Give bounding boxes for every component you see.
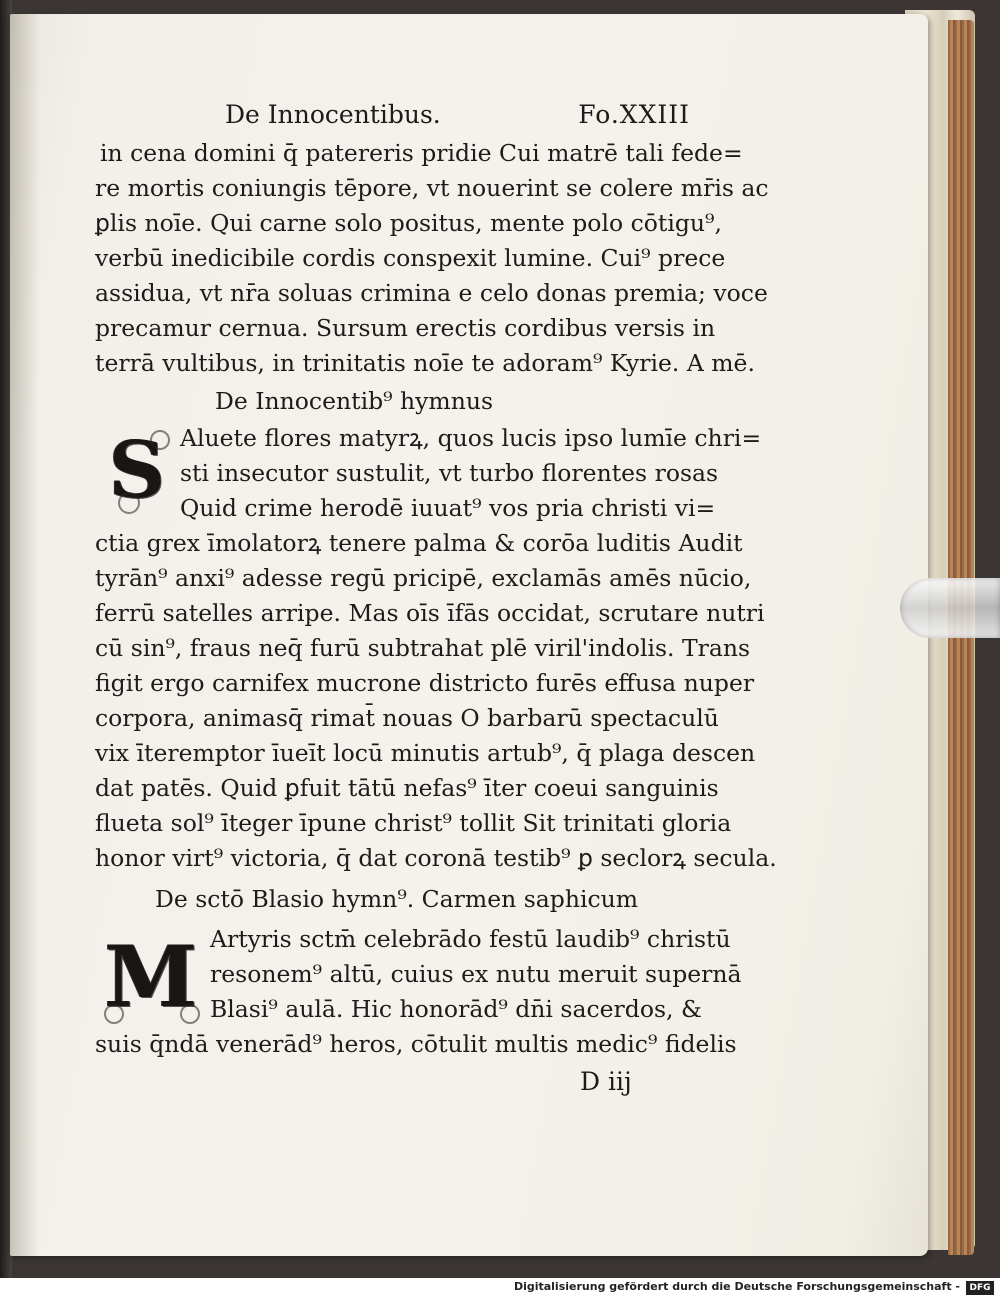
text-line: honor virt⁹ victoria, q̄ dat coronā testib⁹ ꝑ seclorꝝ secula. [95, 844, 777, 872]
text-line: Quid crime herodē iuuat⁹ vos pria christi vi= [180, 494, 716, 522]
text-line: flueta sol⁹ īteger īpune christ⁹ tollit Sit trinitati gloria [95, 809, 732, 837]
section-heading-blasius: De sctō Blasio hymn⁹. Carmen saphicum [155, 885, 639, 913]
text-line: sti insecutor sustulit, vt turbo florentes rosas [180, 459, 719, 487]
initial-letter: S [108, 424, 166, 516]
text-line: ferrū satelles arripe. Mas oīs īfās occidat, scrutare nutri [95, 599, 765, 627]
funding-credit: Digitalisierung gefördert durch die Deutsche Forschungsgemeinschaft - [513, 1280, 960, 1293]
text-line: verbū inedicibile cordis conspexit lumine. Cui⁹ prece [95, 244, 726, 272]
plastic-page-clip [900, 578, 1000, 638]
page-gutter-shadow [10, 14, 40, 1256]
text-line: assidua, vt nr̄a soluas crimina e celo donas premia; voce [95, 279, 768, 307]
text-line: tyrān⁹ anxi⁹ adesse regū pricipē, exclamās amēs nūcio, [95, 564, 752, 592]
initial-ornament [104, 1004, 124, 1024]
initial-ornament [150, 430, 170, 450]
text-line: corpora, animasq̄ rimat̄ nouas O barbarū spectaculū [95, 704, 719, 732]
text-line: Artyris sctm̄ celebrādo festū laudib⁹ christū [210, 925, 731, 953]
text-line: precamur cernua. Sursum erectis cordibus versis in [95, 314, 716, 342]
text-line: resonem⁹ altū, cuius ex nutu meruit supernā [210, 960, 742, 988]
header-title: De Innocentibus. [225, 100, 441, 129]
initial-ornament [180, 1004, 200, 1024]
folio-number: Fo.XXIII [578, 100, 690, 129]
footer-bar [0, 1278, 1000, 1298]
text-line: Blasi⁹ aulā. Hic honorād⁹ dn̄i sacerdos, & [210, 995, 702, 1023]
text-line: terrā vultibus, in trinitatis noīe te adoram⁹ Kyrie. A mē. [95, 349, 755, 377]
text-line: dat patēs. Quid ꝑfuit tātū nefas⁹ īter coeui sanguinis [95, 774, 719, 802]
running-header [130, 100, 690, 140]
initial-ornament [118, 492, 140, 514]
initial-letter: M [104, 926, 198, 1026]
text-line: cū sin⁹, fraus neq̄ furū subtrahat plē viril'indolis. Trans [95, 634, 751, 662]
text-line: figit ergo carnifex mucrone districto furēs effusa nuper [95, 669, 755, 697]
signature-mark: D iij [580, 1067, 632, 1096]
section-heading-innocents: De Innocentib⁹ hymnus [215, 387, 494, 415]
text-line: suis q̄ndā venerād⁹ heros, cōtulit multis medic⁹ fidelis [95, 1030, 737, 1058]
text-line: vix īteremptor īueīt locū minutis artub⁹, q̄ plaga descen [95, 739, 756, 767]
text-line: ctia grex īmolatorꝝ tenere palma & corōa luditis Audit [95, 529, 743, 557]
text-line: Aluete flores matyrꝝ, quos lucis ipso lumīe chri= [180, 424, 762, 452]
text-line: ꝑlis noīe. Qui carne solo positus, mente polo cōtigu⁹, [95, 209, 722, 237]
text-line: re mortis coniungis tēpore, vt nouerint se colere mr̄is ac [95, 174, 769, 202]
text-line: in cena domini q̄ patereris pridie Cui matrē tali fede= [100, 139, 743, 167]
dfg-logo: DFG [966, 1281, 994, 1295]
